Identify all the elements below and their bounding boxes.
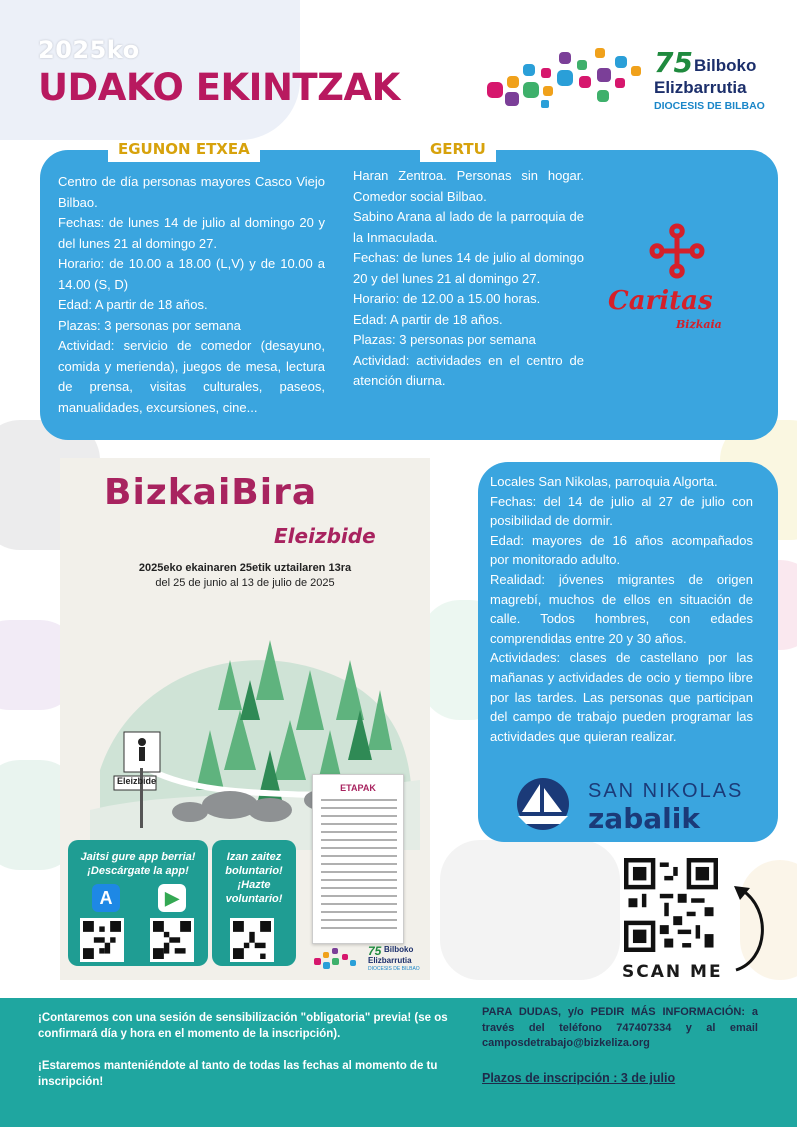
logo-line-2: Elizbarrutia [654, 78, 747, 97]
poster-logo-dots [312, 944, 364, 974]
etapak-row [321, 815, 397, 817]
poster-logo-line-3: DIOCESIS DE BILBAO [368, 966, 420, 972]
etapak-list [312, 774, 404, 944]
volunteer-line: Izan zaitez [226, 851, 282, 863]
etapak-row [321, 903, 397, 905]
etapak-row [321, 831, 397, 833]
poster-date-es: del 25 de junio al 13 de julio de 2025 [155, 577, 335, 589]
etapak-row [321, 847, 397, 849]
gertu-line: Horario: de 12.00 a 15.00 horas. [353, 291, 541, 306]
registration-deadline: Plazos de inscripción : 3 de julio [482, 1071, 676, 1085]
app-download-box [68, 840, 208, 966]
etapak-row [321, 839, 397, 841]
etapak-row [321, 919, 397, 921]
volunteer-box [212, 840, 296, 966]
poster-logo-line-1: Bilboko [384, 945, 414, 954]
etapak-row [321, 911, 397, 913]
signpost-label: Eleizbide [117, 776, 157, 786]
gertu-line: Haran Zentroa. Personas sin hogar. Comedor social Bilbao. [353, 168, 584, 204]
san-nikolas-line: Fechas: del 14 de julio al 27 de julio con posibilidad de dormir. [490, 493, 753, 529]
egunon-line: Edad: A partir de 18 años. [58, 297, 208, 312]
footer-contact-info: PARA DUDAS, y/o PEDIR MÁS INFORMACIÓN: a través del teléfono 747407334 y al email camposdetrabajo@bizkeliza.org [482, 1006, 758, 1049]
volunteer-line: ¡Hazte [237, 879, 271, 891]
app-store-qr [80, 918, 124, 962]
caritas-region: Bizkaia [676, 318, 722, 331]
caritas-cross-icon [648, 222, 706, 280]
app-box-line: Jaitsi gure app berria! [80, 851, 196, 863]
etapak-row [321, 823, 397, 825]
volunteer-line: boluntario! [225, 865, 283, 877]
egunon-line: Horario: de 10.00 a 18.00 (L,V) y de 10.00 a 14.00 (S, D) [58, 256, 325, 292]
zabalik-logo-line: zabalik [588, 802, 700, 835]
etapak-row [321, 799, 397, 801]
poster-logo-75: 75 [368, 944, 382, 958]
volunteer-line: voluntario! [225, 893, 283, 905]
footer-note-sensitization: ¡Contaremos con una sesión de sensibilización "obligatoria" previa! (se os confirmará día y hora en el momento de la inscripción). [38, 1012, 448, 1040]
etapak-heading: ETAPAK [340, 783, 376, 793]
gertu-text [353, 166, 584, 392]
poster-subtitle: Eleizbide [274, 524, 376, 548]
san-nikolas-line: Edad: mayores de 16 años acompañados por monitorado adulto. [490, 532, 753, 568]
footer-note-dates: ¡Estaremos manteniéndote al tanto de todas las fechas al momento de tu inscripción! [38, 1060, 438, 1088]
gertu-line: Sabino Arana al lado de la parroquia de la Inmaculada. [353, 209, 584, 245]
app-store-icon[interactable]: A [92, 884, 120, 912]
gertu-line: Fechas: de lunes 14 de julio al domingo 20 y del lunes 21 al domingo 27. [353, 250, 584, 286]
egunon-line: Plazas: 3 personas por semana [58, 317, 241, 333]
poster-logo-line-2: Elizbarrutia [368, 956, 412, 965]
bizkaibira-poster [60, 458, 430, 980]
san-nikolas-line: Actividades: clases de castellano por las mañanas y actividades de ocio y tiempo libre por las tardes. Las personas que participan del campo de trabajo pueden programar las actividades que quieran realizar. [490, 650, 753, 744]
egunon-etxea-text [58, 172, 325, 418]
caritas-name: Caritas [608, 286, 713, 316]
egunon-line: Actividad: servicio de comedor (desayuno, comida y merienda), juegos de mesa, lectura de prensa, visitas culturales, paseos, manualidades, excursiones, cine... [58, 338, 325, 415]
google-play-qr [150, 918, 194, 962]
logo-75: 75 [654, 46, 693, 79]
etapak-row [321, 895, 397, 897]
san-nikolas-line: Realidad: jóvenes migrantes de origen magrebí, muchos de ellos en situación de calle. Todos hombres, con edades comprendidas entre 20 y 30 años. [490, 571, 753, 646]
etapak-row [321, 807, 397, 809]
san-nikolas-zabalik-logo [506, 772, 756, 836]
tab-egunon-etxea: EGUNON ETXEA [108, 140, 260, 162]
san-nikolas-line: Locales San Nikolas, parroquia Algorta. [490, 474, 718, 489]
logo-line-1: Bilboko [694, 56, 757, 75]
caritas-logo [600, 222, 750, 340]
curved-arrow-icon [728, 880, 778, 976]
etapak-row [321, 927, 397, 929]
egunon-line: Fechas: de lunes 14 de julio al domingo 20 y del lunes 21 al domingo 27. [58, 215, 325, 251]
tab-gertu: GERTU [420, 140, 496, 162]
bg-blob [440, 840, 620, 980]
scan-me-qr-code[interactable] [620, 854, 722, 956]
gertu-line: Actividad: actividades en el centro de atención diurna. [353, 352, 584, 388]
egunon-line: Centro de día personas mayores Casco Viejo Bilbao. [58, 174, 325, 210]
diocese-dots-logo [485, 38, 655, 110]
gertu-line: Edad: A partir de 18 años. [353, 311, 503, 327]
poster-date-eu: 2025eko ekainaren 25etik uztailaren 13ra [138, 562, 352, 574]
etapak-row [321, 863, 397, 865]
page-title: UDAKO EKINTZAK [38, 66, 400, 109]
etapak-row [321, 855, 397, 857]
google-play-icon[interactable]: ▶ [158, 884, 186, 912]
app-box-line: ¡Descárgate la app! [87, 865, 189, 877]
year-label: 2025ko [38, 36, 140, 64]
san-nikolas-logo-line: SAN NIKOLAS [588, 780, 744, 802]
logo-line-3: DIOCESIS DE BILBAO [654, 100, 765, 112]
poster-title: BizkaiBira [104, 472, 318, 513]
boat-icon [506, 776, 580, 832]
scan-me-label: SCAN ME [622, 962, 723, 982]
san-nikolas-text [490, 472, 753, 746]
etapak-row [321, 879, 397, 881]
etapak-row [321, 887, 397, 889]
volunteer-qr [230, 918, 274, 962]
gertu-line: Plazas: 3 personas por semana [353, 332, 536, 347]
etapak-row [321, 871, 397, 873]
poster-diocese-logo [312, 944, 422, 974]
